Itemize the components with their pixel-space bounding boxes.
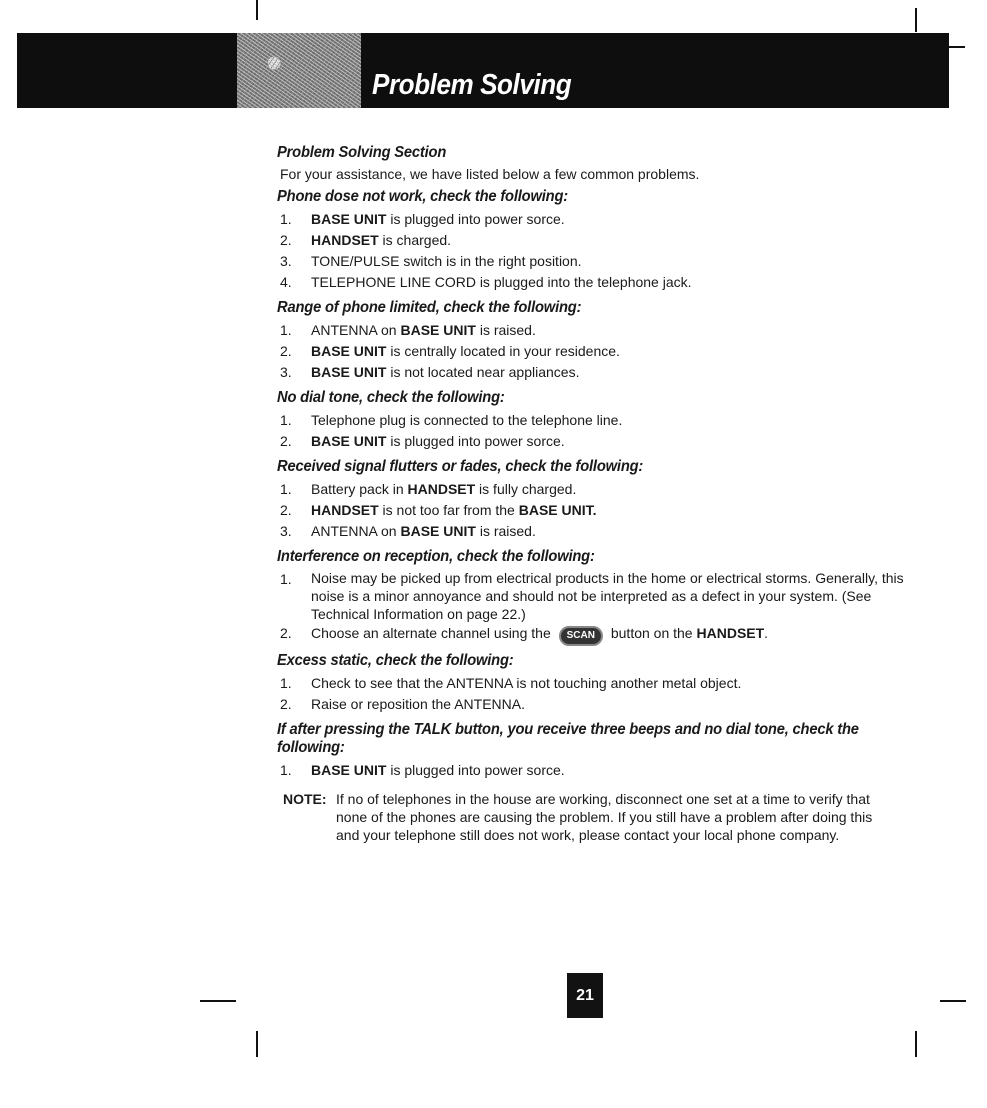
text-segment: Battery pack in: [311, 481, 408, 497]
item-number: 1.: [280, 211, 292, 227]
bold-term: HANDSET: [311, 232, 379, 248]
text-segment: Telephone plug is connected to the telephone line.: [311, 412, 623, 428]
section-heading: No dial tone, check the following:: [277, 389, 505, 406]
section-heading: If after pressing the TALK button, you receive three beeps and no dial tone, check the following:: [277, 721, 859, 756]
item-number: 2.: [280, 696, 292, 712]
item-number: 1.: [280, 762, 292, 778]
text-segment: is raised.: [475, 322, 536, 338]
item-text: [311, 230, 927, 251]
bold-term: HANDSET: [311, 502, 379, 518]
banner-texture: [237, 33, 361, 108]
item-number: 1.: [280, 412, 292, 428]
text-segment: ANTENNA on: [311, 523, 401, 539]
list-item: [280, 410, 927, 431]
section: [277, 144, 927, 182]
text-segment: Noise may be picked up from electrical products in the home or electrical storms. Generally, this noise is a minor annoyance and should not be interpreted as a defect in your system. (See Technical Information on page 22.): [311, 570, 904, 622]
note: [283, 790, 927, 844]
section: [277, 652, 927, 715]
crop-mark-bottom-right: [915, 1031, 917, 1057]
item-number: 2.: [280, 433, 292, 449]
section: [277, 299, 927, 383]
bold-term: BASE UNIT: [311, 211, 387, 227]
section-intro: For your assistance, we have listed below a few common problems.: [280, 166, 700, 182]
item-text: [311, 431, 927, 452]
crop-mark-right-bottom: [940, 1000, 966, 1002]
item-text: [311, 479, 927, 500]
text-segment: is raised.: [475, 523, 536, 539]
item-text: [311, 500, 927, 521]
list-item: [280, 431, 927, 452]
text-segment: TONE/PULSE switch is in the right position.: [311, 253, 582, 269]
section: [277, 188, 927, 293]
page-number: 21: [567, 973, 603, 1018]
text-segment: Raise or reposition the ANTENNA.: [311, 696, 525, 712]
item-text: [311, 341, 927, 362]
item-text: [311, 251, 927, 272]
text-segment: Choose an alternate channel using the: [311, 625, 555, 641]
list-item: [280, 341, 927, 362]
bold-term: BASE UNIT: [400, 523, 476, 539]
section-heading: Range of phone limited, check the following:: [277, 299, 582, 316]
bold-term: BASE UNIT.: [518, 502, 597, 518]
item-number: 1.: [280, 322, 292, 338]
section-heading: Phone dose not work, check the following:: [277, 188, 568, 205]
list-item: [280, 500, 927, 521]
list-item: [280, 272, 927, 293]
crop-mark-bottom-left: [256, 1031, 258, 1057]
item-number: 2.: [280, 625, 292, 641]
note-text: If no of telephones in the house are working, disconnect one set at a time to verify that none of the phones are causing the problem. If you still have a problem after doing this and your telephone still does not work, please contact your local phone company.: [336, 791, 873, 843]
content: [277, 144, 927, 844]
text-segment: is not located near appliances.: [386, 364, 580, 380]
bold-term: HANDSET: [407, 481, 476, 497]
item-number: 1.: [280, 675, 292, 691]
list-item: [280, 209, 927, 230]
text-segment: is plugged into power sorce.: [386, 211, 565, 227]
item-number: 1.: [280, 481, 292, 497]
text-segment: is charged.: [378, 232, 452, 248]
list-item: [280, 569, 927, 623]
checklist: [280, 760, 927, 781]
header-banner: [17, 33, 949, 108]
text-segment: is plugged into power sorce.: [386, 433, 565, 449]
crop-mark-top-left: [256, 0, 258, 20]
item-text: [311, 362, 927, 383]
list-item: [280, 362, 927, 383]
text-segment: .: [764, 625, 769, 641]
item-text: [311, 209, 927, 230]
crop-mark-top-right: [915, 8, 917, 32]
list-item: [280, 230, 927, 251]
note-label: NOTE:: [283, 791, 327, 807]
item-number: 3.: [280, 253, 292, 269]
bold-term: HANDSET: [696, 625, 765, 641]
list-item: [280, 251, 927, 272]
bold-term: BASE UNIT: [311, 433, 387, 449]
list-item: [280, 760, 927, 781]
section-heading: Excess static, check the following:: [277, 652, 514, 669]
section-heading: Received signal flutters or fades, check the following:: [277, 458, 644, 475]
text-segment: TELEPHONE LINE CORD is plugged into the telephone jack.: [311, 274, 692, 290]
list-item: [280, 673, 927, 694]
checklist: [280, 569, 927, 646]
list-item: [280, 479, 927, 500]
checklist: [280, 320, 927, 383]
page-title: Problem Solving: [372, 69, 572, 101]
text-segment: is not too far from the: [378, 502, 519, 518]
item-text: [311, 760, 927, 781]
item-text: [311, 410, 927, 431]
list-item: [280, 320, 927, 341]
section: [277, 721, 927, 781]
checklist: [280, 479, 927, 542]
text-segment: button on the: [606, 625, 697, 641]
text-segment: is centrally located in your residence.: [386, 343, 620, 359]
checklist: [280, 410, 927, 452]
list-item: [280, 694, 927, 715]
item-number: 3.: [280, 523, 292, 539]
item-number: 2.: [280, 502, 292, 518]
checklist: [280, 673, 927, 715]
text-segment: is plugged into power sorce.: [386, 762, 565, 778]
item-number: 3.: [280, 364, 292, 380]
scan-button-icon: SCAN: [559, 626, 603, 646]
item-text: [311, 569, 927, 623]
item-text: [311, 673, 927, 694]
bold-term: BASE UNIT: [311, 343, 387, 359]
section-heading: Interference on reception, check the following:: [277, 548, 595, 565]
item-number: 1.: [280, 571, 292, 587]
section: [277, 458, 927, 542]
bold-term: BASE UNIT: [311, 364, 387, 380]
list-item: [280, 623, 927, 646]
crop-mark-right-top: [948, 46, 965, 48]
item-number: 2.: [280, 232, 292, 248]
item-text: [311, 272, 927, 293]
item-text: [311, 694, 927, 715]
text-segment: Check to see that the ANTENNA is not touching another metal object.: [311, 675, 742, 691]
text-segment: ANTENNA on: [311, 322, 401, 338]
bold-term: BASE UNIT: [400, 322, 476, 338]
text-segment: is fully charged.: [475, 481, 577, 497]
item-text: [311, 623, 927, 646]
crop-mark-left-bottom: [200, 1000, 236, 1002]
list-item: [280, 521, 927, 542]
item-text: [311, 521, 927, 542]
item-number: 2.: [280, 343, 292, 359]
section-heading: Problem Solving Section: [277, 144, 447, 161]
checklist: [280, 209, 927, 293]
item-number: 4.: [280, 274, 292, 290]
item-text: [311, 320, 927, 341]
bold-term: BASE UNIT: [311, 762, 387, 778]
section: [277, 548, 927, 646]
section: [277, 389, 927, 452]
